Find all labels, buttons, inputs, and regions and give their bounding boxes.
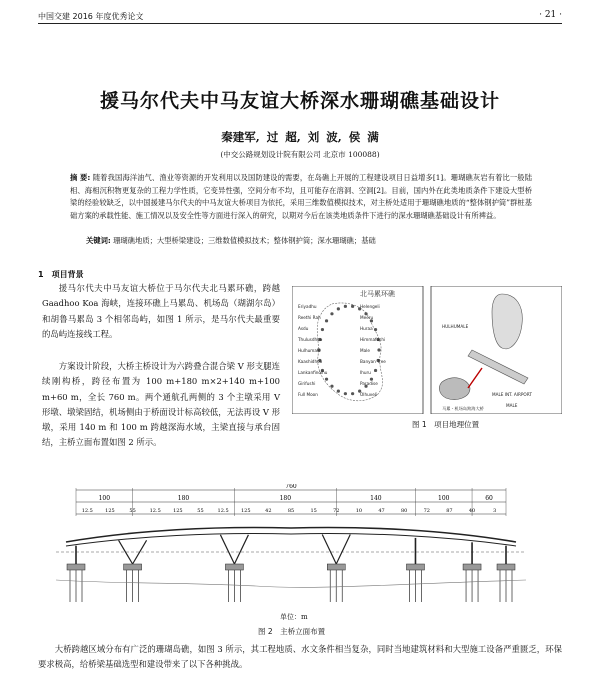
island-dot	[351, 305, 354, 308]
pile-cap	[463, 564, 481, 570]
figure-1-map	[292, 286, 562, 414]
island-dot	[325, 378, 328, 381]
subspan-label: 10	[355, 508, 363, 514]
figure-1-caption: 图 1 项目地理位置	[412, 420, 480, 429]
map-label: Paradise	[360, 381, 378, 386]
subspan-label: 47	[378, 508, 385, 514]
page-number: · 21 ·	[539, 10, 562, 20]
island-dot	[374, 369, 377, 372]
abstract-text: 随着我国海洋油气、渔业等资源的开发利用以及国防建设的需要，在岛礁上开展的工程建设项目日益增多[1]。珊瑚礁灰岩有着比一般陆相、海相沉积物更复杂的工程力学性质，它变异性强，空间分布不均，且可能存在溶洞、空洞[2]。目前，国内外在此类地质条件下建设大型桥梁的经验较缺乏，以中国援建马尔代夫的中马友谊大桥项目为依托，采用三维数值模拟技术，对主桥处适用于珊瑚礁地质的“整体钢护筒”群桩基础方案的承载性能、施工情况以及安全性等方面进行深入的研究，以期对今后在该类地质条件下进行的深水珊瑚礁基础设计有所裨益。	[70, 173, 532, 220]
map-label: MALE	[506, 403, 518, 408]
male-island	[439, 378, 470, 400]
subspan-label: 55	[129, 508, 136, 514]
island-dot	[344, 392, 347, 395]
island-dot	[337, 390, 340, 393]
map-label: HULHUMALE	[442, 324, 469, 329]
subspan-labels	[82, 508, 497, 514]
map-label: Huraa	[360, 326, 373, 331]
span-labels	[99, 495, 493, 502]
figure-2-unit: 单位：m	[280, 613, 308, 621]
pile-cap	[67, 564, 85, 570]
subspan-label: 72	[423, 508, 430, 514]
span-label: 140	[370, 495, 382, 502]
v-pier	[322, 535, 350, 564]
pile-cap	[406, 564, 424, 570]
subspan-label: 40	[468, 508, 476, 514]
subspan-label: 3	[493, 508, 497, 514]
map-label: Reethi Rah	[298, 315, 321, 320]
map-label: Eriyadhu	[298, 304, 317, 309]
subspan-label: 42	[265, 508, 272, 514]
deck-top	[66, 528, 516, 542]
affiliation: (中交公路规划设计院有限公司 北京市 100088)	[220, 150, 380, 159]
abstract	[70, 172, 532, 222]
paragraph-3: 大桥跨越区域分布有广泛的珊瑚岛礁，如图 3 所示，其工程地质、水文条件相当复杂，同时当地建筑材料和大型施工设备严重匮乏，环保要求极高，给桥梁基础选型和建设带来了以下各种挑战。	[38, 644, 562, 670]
island-dot	[330, 312, 333, 315]
map-label: Lankanfinolhu	[298, 370, 328, 375]
island-dot	[325, 319, 328, 322]
island-dot	[337, 307, 340, 310]
pile-cap	[225, 564, 243, 570]
paragraph-2: 方案设计阶段，大桥主桥设计为六跨叠合混合梁 V 形支腿连续刚构桥，跨径布置为 100 m+180 m×2+140 m+100 m+60 m，全长 760 m。两个通航孔两侧的 3 个主墩采用 V 形墩、墩梁固结，机场侧由于桥面设计标高较低，无法再设 V 形墩，采用 140 m 和 100 m 跨越深海水域，主梁直接与承台固结，主桥立面布置如图 2 所示。	[42, 361, 280, 448]
island-dot	[377, 348, 380, 351]
map-label: Meeru	[360, 315, 374, 320]
figure-2-caption: 图 2 主桥立面布置	[258, 627, 326, 636]
subspan-label: 85	[287, 508, 295, 514]
subspan-label: 72	[333, 508, 340, 514]
island-dot	[344, 305, 347, 308]
keywords-text: 珊瑚礁地质；大型桥梁建设；三维数值模拟技术；整体钢护筒；深水珊瑚礁；基础	[113, 236, 376, 245]
figure-2-bridge-elevation	[56, 484, 526, 612]
span-label: 180	[177, 495, 190, 502]
span-label: 60	[485, 495, 493, 502]
v-pier	[220, 535, 248, 564]
island-dot	[321, 328, 324, 331]
authors: 秦建军, 过 超, 刘 波, 侯 满	[221, 130, 379, 144]
map-label: 马累 - 机场岛跨海大桥	[442, 406, 484, 411]
map-label: Himmafushi	[360, 337, 386, 342]
span-label: 100	[438, 495, 450, 502]
map-label: Ihuru	[360, 370, 371, 375]
running-header-left: 中国交建 2016 年度优秀论文	[38, 12, 144, 21]
map-label: Helengeli	[360, 304, 380, 309]
pile-cap	[327, 564, 345, 570]
deck-bottom	[66, 534, 516, 547]
span-label: 100	[98, 495, 111, 502]
paper-title: 援马尔代夫中马友谊大桥深水珊瑚礁基础设计	[99, 90, 500, 112]
island-dot	[330, 385, 333, 388]
map-label: Kaashidhoo	[298, 359, 323, 364]
section-heading-1: 1 项目背景	[38, 270, 84, 279]
map-label: Olhuveli	[360, 392, 378, 397]
paragraph-1: 援马尔代夫中马友谊大桥位于马尔代夫北马累环礁，跨越 Gaadhoo Koa 海峡，连接环礁上马累岛、机场岛（瑚湖尔岛）和胡鲁马累岛 3 个相邻岛屿，如图 1 所示，是马尔代夫最重要的岛屿连接线工程。	[42, 283, 280, 339]
subspan-label: 125	[105, 508, 115, 514]
map-label: Banyan Tree	[360, 359, 386, 364]
keywords-label: 关键词:	[86, 236, 111, 245]
map-label: Asdu	[298, 326, 309, 331]
map-label: Full Moon	[298, 392, 318, 397]
map-label: Male	[360, 348, 370, 353]
map-label: MALE INT. AIRPORT	[492, 392, 532, 397]
total-length-label: 760	[285, 484, 297, 490]
subspan-label: 87	[446, 508, 453, 514]
map-label: Hulhumale	[298, 348, 321, 353]
island-dot	[351, 392, 354, 395]
abstract-label: 摘 要:	[70, 173, 91, 182]
keywords	[86, 236, 532, 246]
map-left-title: 北马累环礁	[360, 290, 395, 298]
subspan-label: 12.5	[149, 508, 161, 514]
island-dot	[374, 328, 377, 331]
subspan-label: 80	[400, 508, 408, 514]
subspan-label: 15	[310, 508, 317, 514]
running-header	[38, 9, 562, 24]
subspan-label: 55	[197, 508, 204, 514]
map-label: Thulusdhoo	[298, 337, 323, 342]
subspan-label: 12.5	[81, 508, 93, 514]
pile-cap	[124, 564, 142, 570]
pile-cap	[497, 564, 515, 570]
subspan-label: 12.5	[217, 508, 229, 514]
map-label: Girifushi	[298, 381, 316, 386]
subspan-label: 125	[240, 508, 251, 514]
subspan-label: 125	[173, 508, 183, 514]
span-label: 180	[279, 495, 292, 502]
piers	[67, 535, 515, 602]
